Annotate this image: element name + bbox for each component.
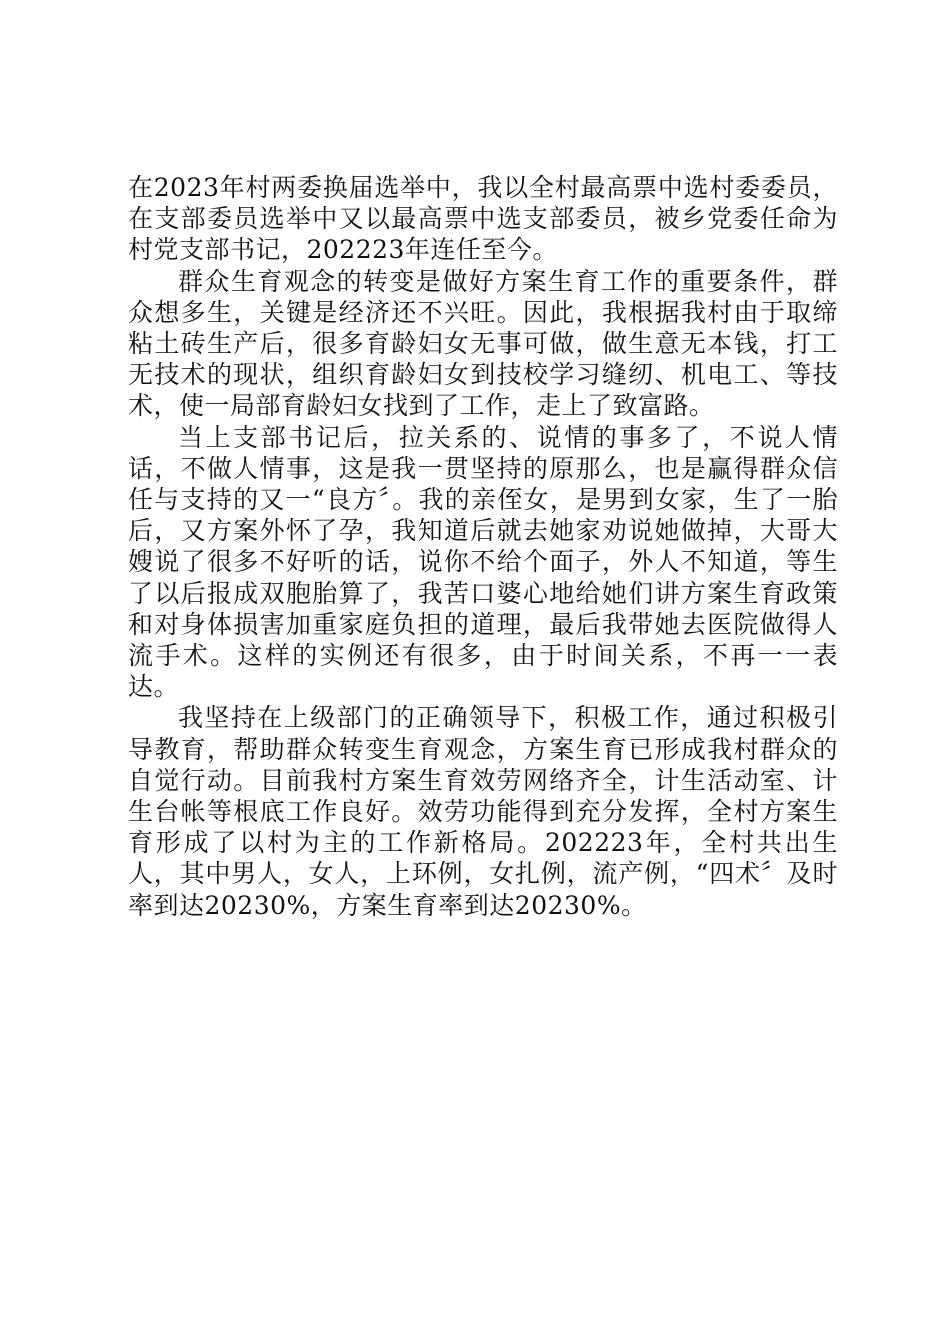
paragraph-4: 我坚持在上级部门的正确领导下，积极工作，通过积极引导教育，帮助群众转变生育观念，方案生育已形成我村群众的自觉行动。目前我村方案生育效劳网络齐全，计生活动室、计生台帐等根底工作良好。效劳功能得到充分发挥，全村方案生育形成了以村为主的工作新格局。202223年，全村共出生人，其中男人，女人，上环例，女扎例，流产例，“四术〞及时率到达20230%，方案生育率到达20230%。 <box>128 703 838 920</box>
paragraph-3: 当上支部书记后，拉关系的、说情的事多了，不说人情话，不做人情事，这是我一贯坚持的原那么，也是赢得群众信任与支持的又一“良方〞。我的亲侄女，是男到女家，生了一胎后，又方案外怀了孕，我知道后就去她家劝说她做掉，大哥大嫂说了很多不好听的话，说你不给个面子，外人不知道，等生了以后报成双胞胎算了，我苦口婆心地给她们讲方案生育政策和对身体损害加重家庭负担的道理，最后我带她去医院做得人流手术。这样的实例还有很多，由于时间关系，不再一一表达。 <box>128 422 838 702</box>
paragraph-2: 群众生育观念的转变是做好方案生育工作的重要条件，群众想多生，关键是经济还不兴旺。因此，我根据我村由于取缔粘土砖生产后，很多育龄妇女无事可做，做生意无本钱，打工无技术的现状，组织育龄妇女到技校学习缝纫、机电工、等技术，使一局部育龄妇女找到了工作，走上了致富路。 <box>128 266 838 421</box>
paragraph-1: 在2023年村两委换届选举中，我以全村最高票中选村委委员，在支部委员选举中又以最高票中选支部委员，被乡党委任命为村党支部书记，202223年连任至今。 <box>128 173 838 265</box>
document-body <box>128 172 838 921</box>
